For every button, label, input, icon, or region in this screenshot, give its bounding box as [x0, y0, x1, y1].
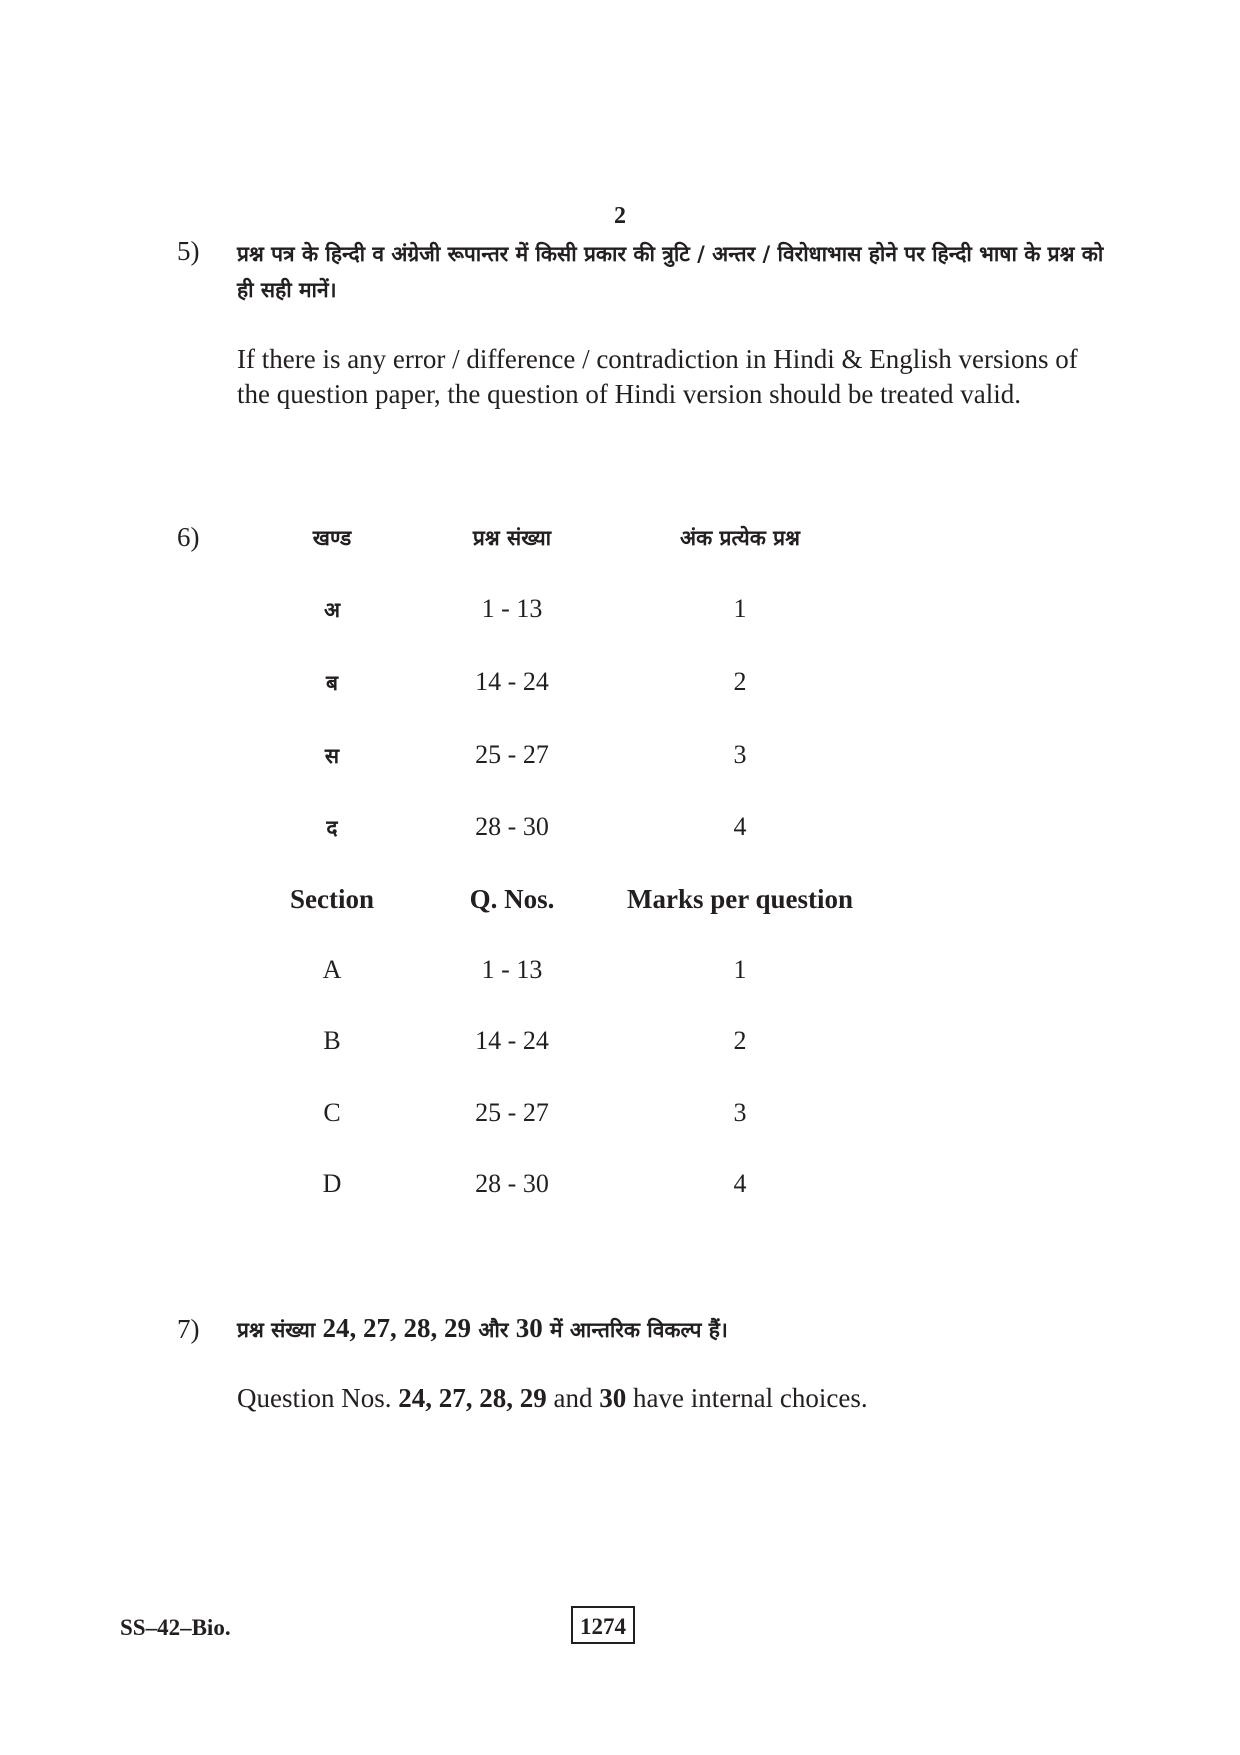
table-cell: A [322, 955, 342, 984]
table-cell: 14 - 24 [475, 1026, 549, 1055]
table-cell: 28 - 30 [475, 812, 549, 841]
table-cell: 1 [733, 594, 747, 623]
paper-code: SS–42–Bio. [120, 1615, 231, 1640]
table-cell: अ [323, 598, 341, 622]
table-cell: 1 - 13 [481, 594, 543, 623]
table-cell: 25 - 27 [475, 740, 549, 769]
hindi-suffix: में आन्तरिक विकल्प हैं। [550, 1318, 728, 1342]
hindi-question-numbers: 24, 27, 28, 29 [322, 1313, 472, 1343]
table-cell: 4 [733, 812, 747, 841]
table-cell: 1 [733, 955, 747, 984]
hindi-last-number: 30 [515, 1313, 543, 1343]
table-cell: 25 - 27 [475, 1098, 549, 1127]
item-number: 7) [177, 1314, 200, 1344]
english-prefix: Question Nos. [237, 1383, 392, 1413]
table-cell: ब [326, 671, 338, 695]
hindi-prefix: प्रश्न संख्या [237, 1318, 316, 1342]
english-internal-choice [237, 1381, 1117, 1416]
hindi-instruction: प्रश्न पत्र के हिन्दी व अंग्रेजी रूपान्तर में किसी प्रकार की त्रुटि / अन्तर / विरोधाभास होने पर हिन्दी भाषा के प्रश्न को ही सही मानें। [237, 242, 1104, 302]
english-instruction: If there is any error / difference / contradiction in Hindi & English versions of the question paper, the question of Hindi version should be treated valid. [237, 344, 1078, 409]
item-number: 6) [177, 522, 200, 552]
page-code-box: 1274 [571, 1606, 635, 1644]
table-cell: 4 [733, 1169, 747, 1198]
table-cell: D [322, 1169, 342, 1198]
table-cell: 3 [733, 740, 747, 769]
table-cell: 3 [733, 1098, 747, 1127]
table-cell: 2 [733, 667, 747, 696]
table-cell: द [326, 816, 338, 840]
item-number: 5) [177, 236, 200, 266]
table-cell: 1 - 13 [481, 955, 543, 984]
table-header: Section [290, 884, 374, 914]
table-header: Marks per question [626, 884, 854, 914]
english-suffix: have internal choices. [632, 1383, 868, 1413]
table-cell: 2 [733, 1026, 747, 1055]
table-cell: 14 - 24 [475, 667, 549, 696]
table-header: खण्ड [312, 526, 352, 550]
table-header: प्रश्न संख्या [472, 526, 552, 550]
hindi-internal-choice [237, 1310, 1117, 1348]
english-and: and [553, 1383, 593, 1413]
english-last-number: 30 [599, 1383, 627, 1413]
page-number: 2 [614, 203, 626, 229]
table-header: अंक प्रत्येक प्रश्न [680, 526, 800, 550]
hindi-and: और [478, 1318, 509, 1342]
table-cell: B [323, 1026, 341, 1055]
table-header: Q. Nos. [469, 884, 555, 914]
table-cell: स [324, 744, 340, 768]
table-cell: C [323, 1098, 341, 1127]
table-cell: 28 - 30 [475, 1169, 549, 1198]
english-question-numbers: 24, 27, 28, 29 [398, 1383, 547, 1413]
